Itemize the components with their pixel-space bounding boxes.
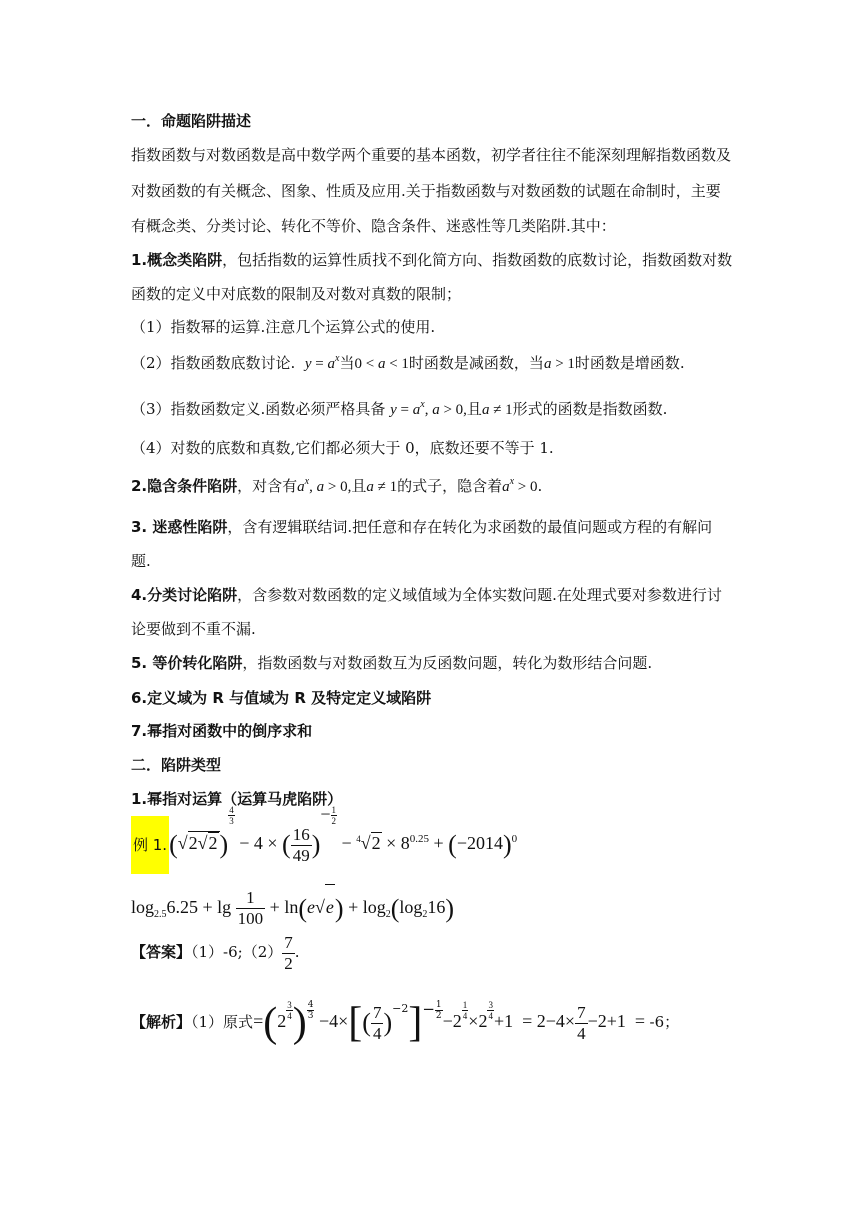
trap1-sub-1: （1）指数幂的运算.注意几个运算公式的使用.: [131, 318, 436, 336]
trap7-heading: 7.幂指对函数中的倒序求和: [131, 722, 313, 740]
trap5-heading: 5. 等价转化陷阱: [131, 654, 243, 672]
example-1-label: 例 1.: [131, 816, 169, 874]
analysis-line: 【解析】（1）原式=(2 $\frac{3}{4}$ ) $\frac{4}{3}$ −4×[( $\frac{7}{4}$ )−2]− $\frac{1}{2}$ −2 $\frac{1}{4}$ ×2 $\frac{3}{4}$ +1 = 2−4× $\frac{7}{4}$ −2+1 = -6；: [131, 999, 680, 1046]
trap4-line-2: 论要做到不重不漏.: [131, 620, 256, 638]
trap2-line: 2.隐含条件陷阱，对含有$a^x$, a > 0,且a ≠ 1的式子，隐含着$a^x > 0$.: [131, 476, 543, 495]
trap3-line-1: 3. 迷惑性陷阱，含有逻辑联结词.把任意和存在转化为求函数的最值问题或方程的有解问: [131, 518, 713, 536]
intro-line-3: 有概念类、分类讨论、转化不等价、隐含条件、迷惑性等几类陷阱.其中：: [131, 217, 616, 235]
trap3-heading: 3. 迷惑性陷阱: [131, 518, 228, 536]
trap1-line-2: 函数的定义中对底数的限制及对数对真数的限制；: [131, 285, 462, 303]
trap2-heading: 2.隐含条件陷阱: [131, 477, 238, 495]
example-1-line: 例 1.(√2√2) $\frac{4}{3}$ − 4 × ( $\frac{16}{49}$ )− $\frac{1}{2}$ − $^4√2 \times 8^{0.25} + (-2014)^0$: [131, 816, 517, 874]
trap4-heading: 4.分类讨论陷阱: [131, 586, 238, 604]
section-heading-2: 二．陷阱类型: [131, 756, 222, 774]
formula-exp: y: [304, 356, 312, 372]
trap6-heading: 6.定义域为 R 与值域为 R 及特定定义域陷阱: [131, 689, 432, 707]
trap5-line: 5. 等价转化陷阱，指数函数与对数函数互为反函数问题，转化为数形结合问题.: [131, 654, 653, 672]
trap1-sub-3: （3）指数函数定义.函数必须严格具备 $y = a^x$, a > 0,且a ≠ 1形式的函数是指数函数.: [131, 399, 668, 418]
trap1-heading: 1.概念类陷阱: [131, 251, 223, 269]
answer-line: 【答案】（1）-6;（2） $\frac{7}{2}$ .: [131, 932, 300, 973]
trap3-line-2: 题.: [131, 552, 151, 570]
type1-heading: 1.幂指对运算（运算马虎陷阱）: [131, 790, 343, 808]
trap4-line-1: 4.分类讨论陷阱，含参数对数函数的定义域值域为全体实数问题.在处理式要对参数进行讨: [131, 586, 722, 604]
intro-line-1: 指数函数与对数函数是高中数学两个重要的基本函数，初学者往往不能深刻理解指数函数及: [131, 146, 732, 164]
intro-line-2: 对数函数的有关概念、图象、性质及应用.关于指数函数与对数函数的试题在命制时，主要: [131, 182, 721, 200]
trap1-sub-2: （2）指数函数底数讨论. $y = a^x$当0 < a < 1时函数是减函数，当a > 1时函数是增函数.: [131, 353, 685, 372]
section-heading-1: 一．命题陷阱描述: [131, 112, 252, 130]
trap1-line-1: 1.概念类陷阱，包括指数的运算性质找不到化简方向、指数函数的底数讨论，指数函数对数: [131, 251, 733, 269]
trap1-sub-4: （4）对数的底数和真数,它们都必须大于 0，底数还要不等于 1.: [131, 439, 554, 457]
example-1-part-2: $\log_{2.5}6.25 + \lg$ $\frac{1}{100}$ + $\ln(e√e) + \log_2(\log_216)$: [131, 884, 454, 928]
answer-label: 【答案】: [131, 943, 192, 961]
analysis-label: 【解析】: [131, 1013, 192, 1031]
